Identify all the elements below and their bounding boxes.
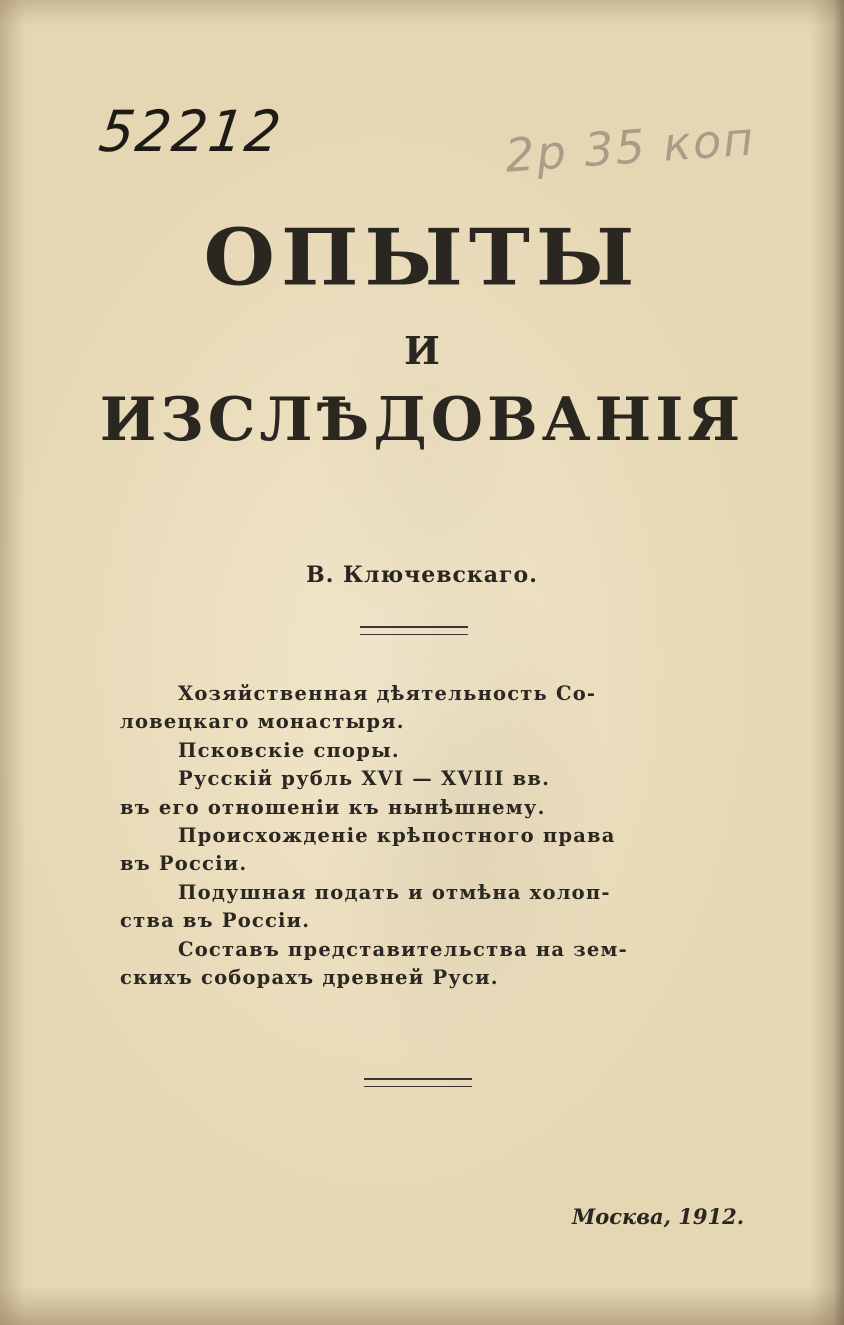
contents-line: ства въ Россіи. — [120, 909, 311, 933]
contents-line: Подушная подать и отмѣна холоп- — [178, 880, 611, 904]
handwritten-inventory-number: 52212 — [95, 98, 287, 165]
book-subtitle: ИЗСЛѢДОВАНІЯ — [99, 385, 745, 455]
contents-line: въ Россіи. — [120, 852, 248, 876]
handwritten-price-note: 2р 35 коп — [503, 111, 757, 183]
contents-list — [120, 680, 710, 992]
contents-line: въ его отношеніи къ нынѣшнему. — [120, 795, 546, 819]
contents-line: ловецкаго монастыря. — [120, 710, 405, 734]
author-name: В. Ключевскаго. — [306, 562, 538, 588]
contents-line: Составъ представительства на зем- — [178, 937, 628, 961]
contents-line: скихъ соборахъ древней Руси. — [120, 966, 499, 990]
contents-line: Происхожденіе крѣпостного права — [178, 824, 616, 848]
contents-line: Русскій рубль XVI — XVIII вв. — [178, 767, 551, 791]
page-edge-shadow — [834, 0, 844, 1325]
decorative-rule-top — [360, 626, 468, 635]
imprint-place-date: Москва, 1912. — [572, 1204, 745, 1229]
contents-line: Псковскіе споры. — [178, 738, 400, 762]
contents-line: Хозяйственная дѣятельность Со- — [178, 682, 597, 705]
book-title: ОПЫТЫ — [203, 212, 641, 304]
decorative-rule-bottom — [364, 1078, 472, 1087]
title-conjunction: И — [404, 328, 440, 373]
